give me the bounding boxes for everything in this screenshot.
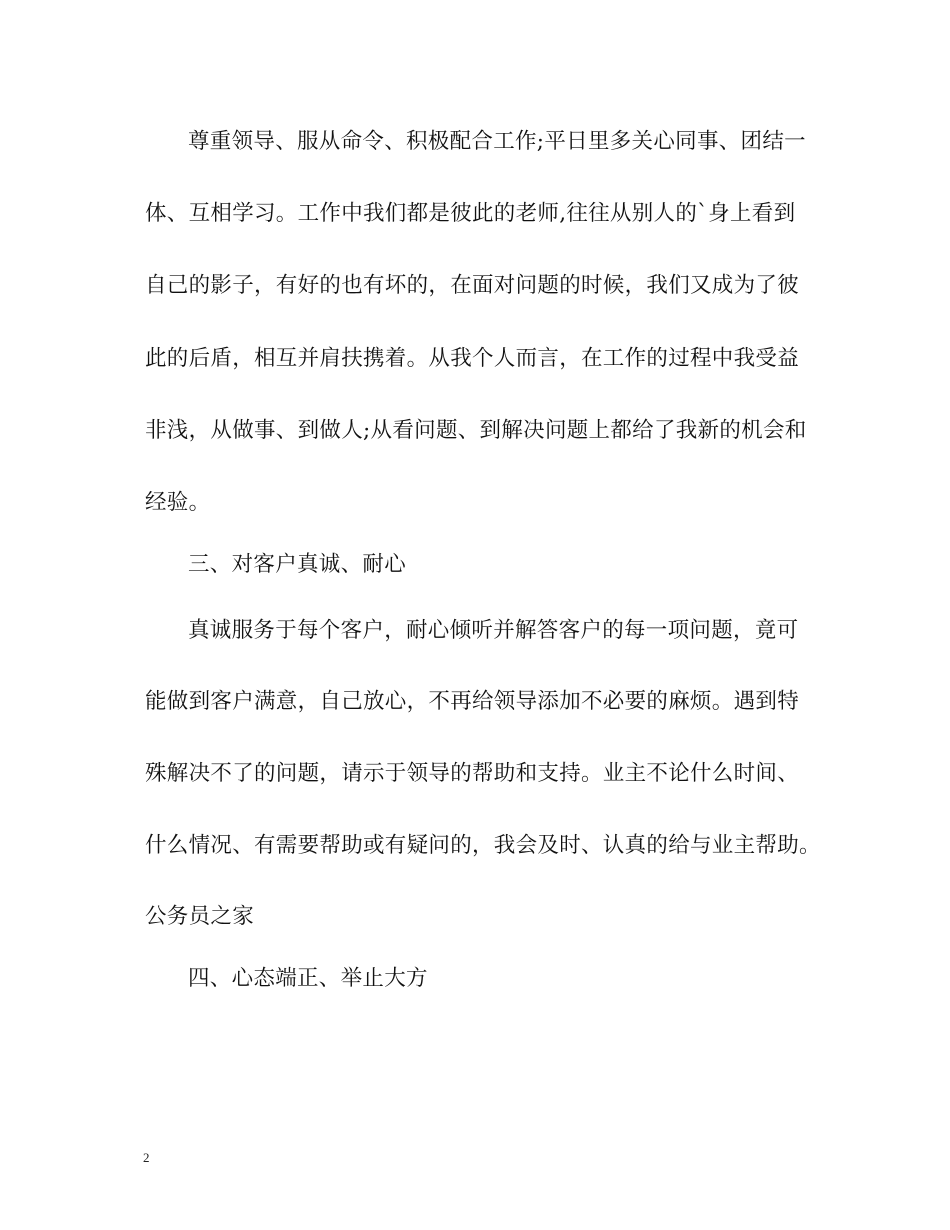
paragraph-line-4: 此的后盾，相互并肩扶携着。从我个人而言，在工作的过程中我受益 bbox=[145, 346, 800, 371]
section-heading-4: 四、心态端正、举止大方 bbox=[188, 966, 428, 991]
paragraph-line-1: 尊重领导、服从命令、积极配合工作;平日里多关心同事、团结一 bbox=[188, 129, 806, 154]
paragraph-line-11: 公务员之家 bbox=[145, 904, 255, 929]
paragraph-line-10: 什么情况、有需要帮助或有疑问的，我会及时、认真的给与业主帮助。 bbox=[145, 833, 821, 858]
paragraph-line-8: 能做到客户满意，自己放心，不再给领导添加不必要的麻烦。遇到特 bbox=[145, 689, 800, 714]
paragraph-line-5: 非浅，从做事、到做人;从看问题、到解决问题上都给了我新的机会和 bbox=[145, 418, 807, 443]
section-heading-3: 三、对客户真诚、耐心 bbox=[188, 552, 407, 577]
paragraph-line-3: 自己的影子，有好的也有坏的，在面对问题的时候，我们又成为了彼 bbox=[145, 273, 800, 298]
paragraph-line-9: 殊解决不了的问题，请示于领导的帮助和支持。业主不论什么时间、 bbox=[145, 761, 800, 786]
paragraph-line-6: 经验。 bbox=[145, 490, 211, 515]
paragraph-line-2: 体、互相学习。工作中我们都是彼此的老师,往往从别人的`身上看到 bbox=[145, 201, 796, 226]
page-number: 2 bbox=[143, 1150, 150, 1165]
paragraph-line-7: 真诚服务于每个客户，耐心倾听并解答客户的每一项问题，竟可 bbox=[188, 618, 799, 643]
